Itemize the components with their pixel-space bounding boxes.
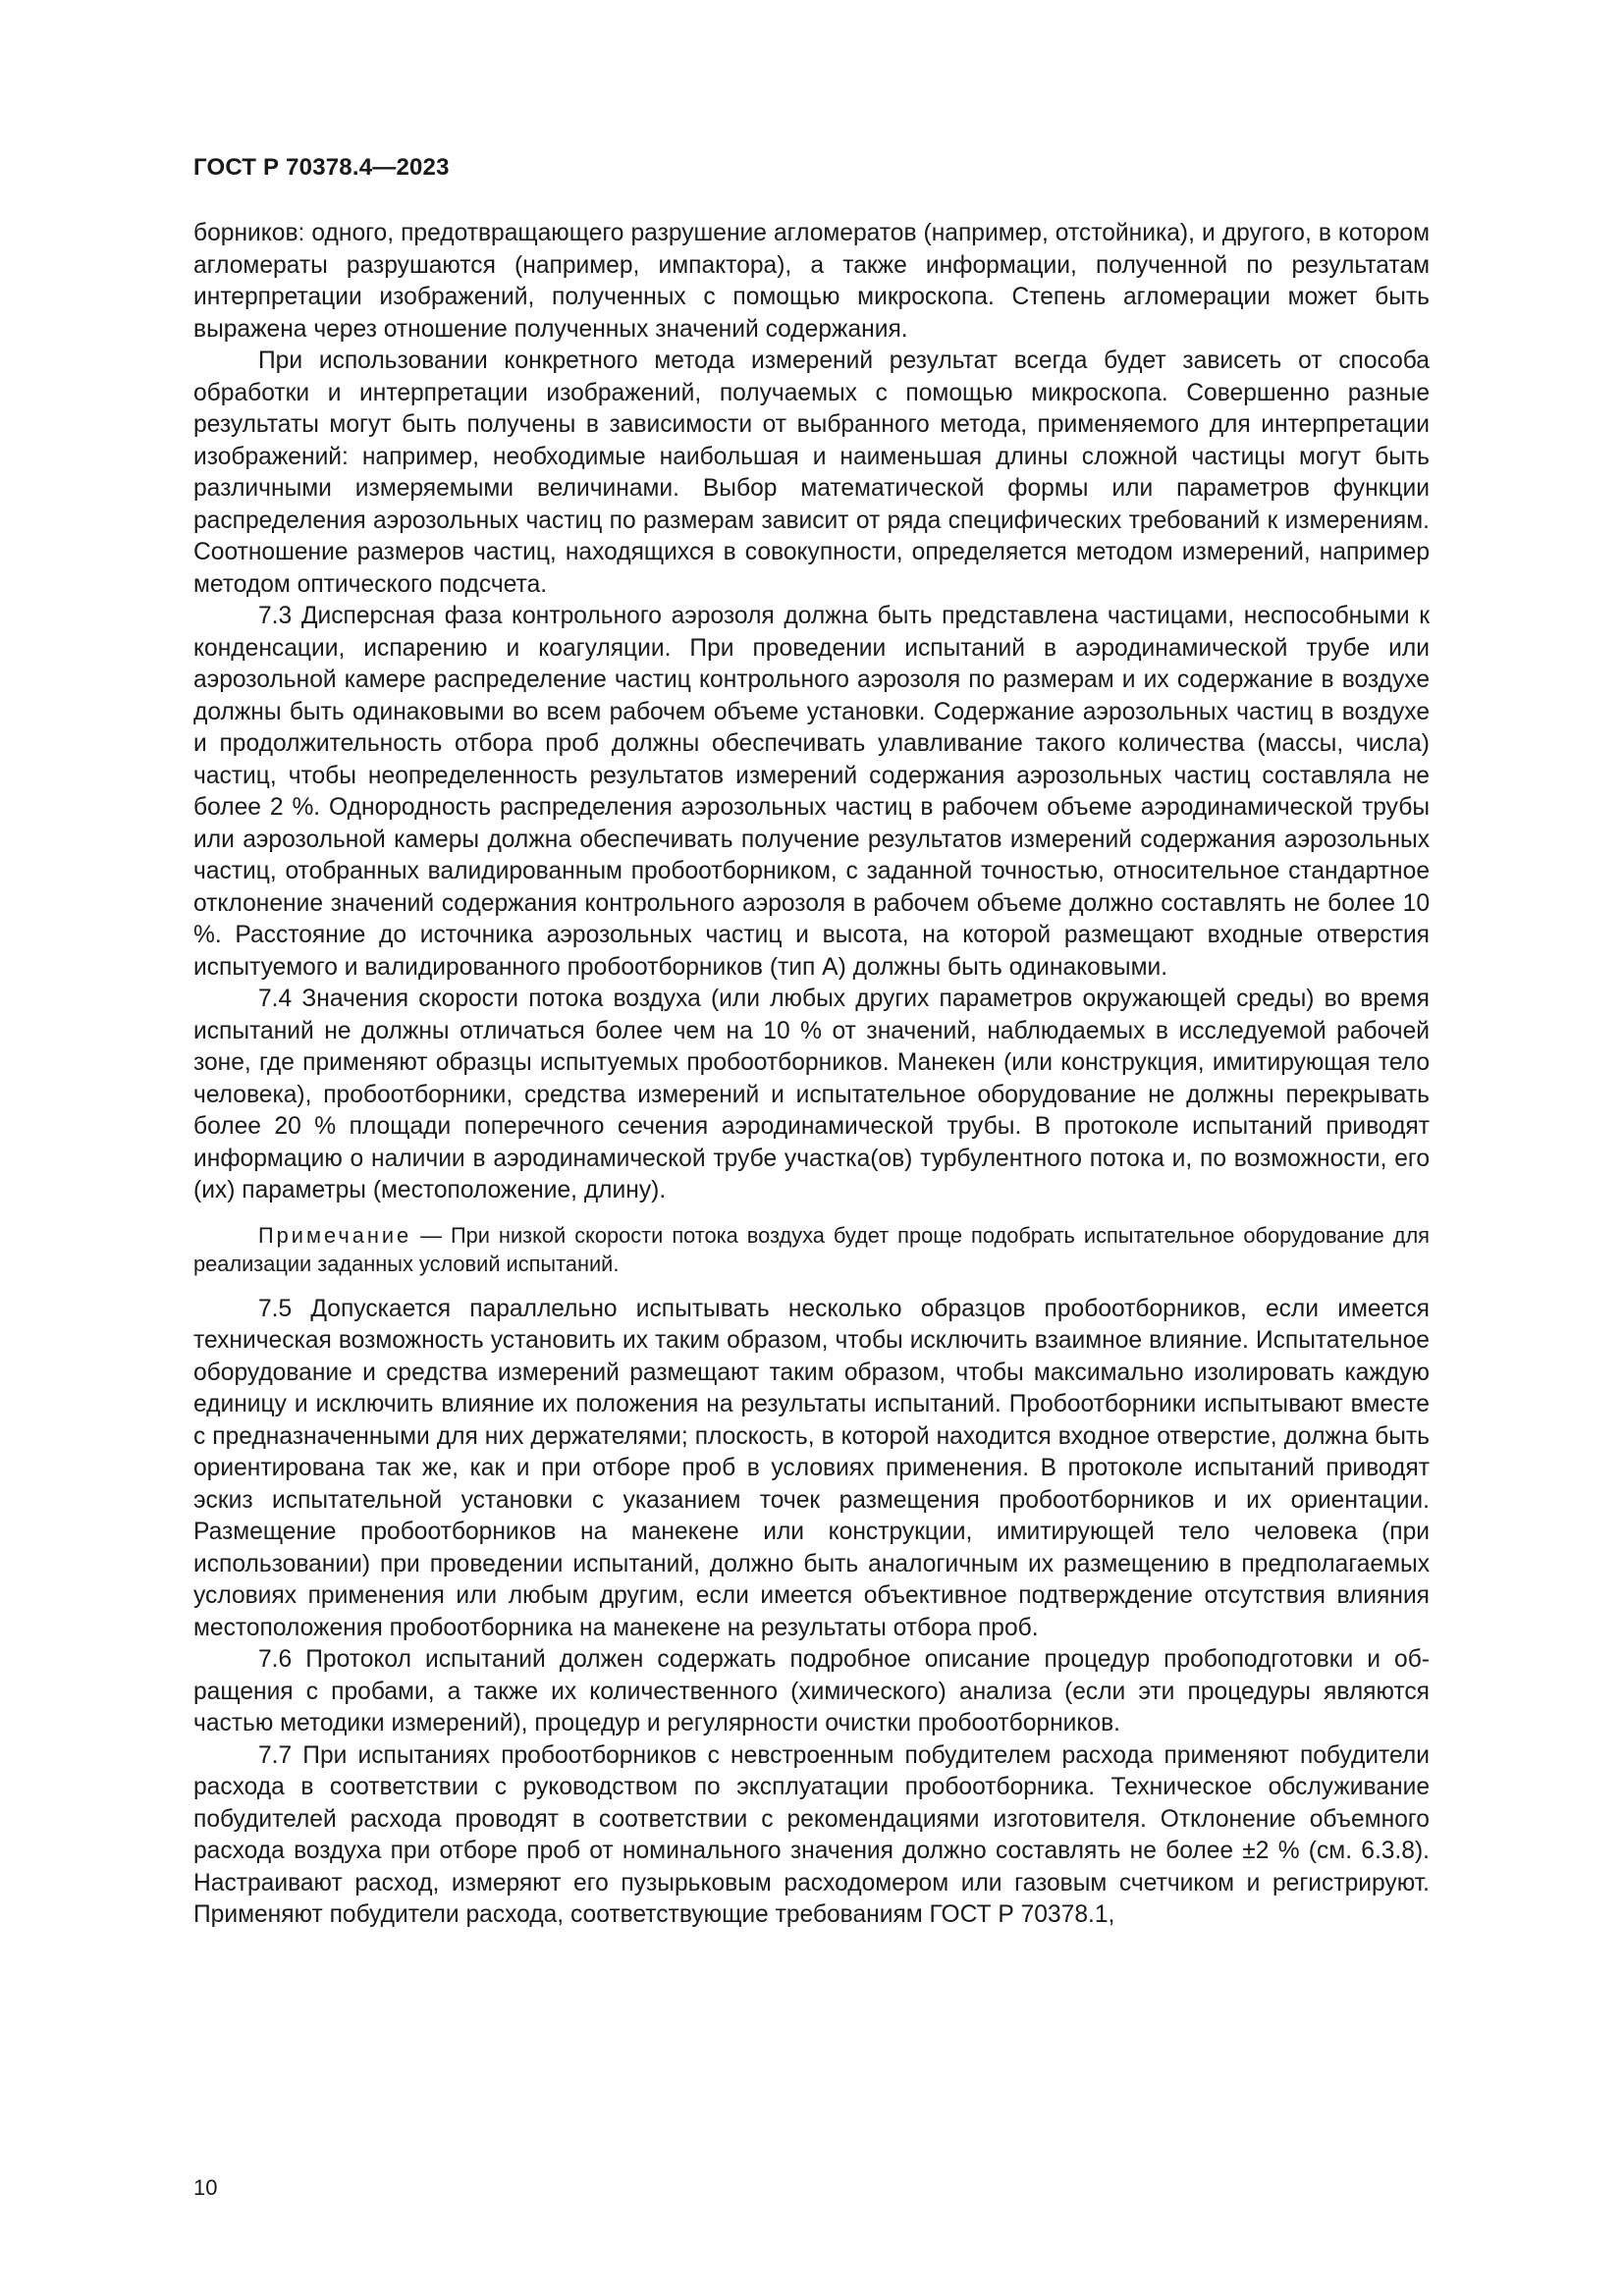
paragraph-7-7: 7.7 При испытаниях пробоотборников с невстроенным побудителем расхода применяют побудители расхода в соответствии с руководством по эксплуатации пробоотборника. Техническое обслуживание побудителей расхода проводят в соответствии с рекомендациями изготовителя. Отклонение объемного расхода воздуха при отборе проб от номинального значения должно составлять не более ±2 % (см. 6.3.8). Настраивают расход, измеряют его пузырьковым расходомером или газовым счетчиком и регистрируют. Применяют побудители расхода, соответствующие требованиям ГОСТ Р 70378.1, <box>193 1741 1430 1928</box>
note-label: Примечание <box>258 1222 412 1248</box>
paragraph-7-6: 7.6 Протокол испытаний должен содержать подробное описание процедур пробоподготовки и обращения с пробами, а также их количественного (химического) анализа (если эти процедуры являются частью методики измерений), процедур и регулярности очистки пробоотборников. <box>193 1646 1430 1736</box>
document-body <box>193 218 1430 1932</box>
paragraph-7-5: 7.5 Допускается параллельно испытывать несколько образцов пробоотборников, если имеется техническая возможность установить их таким образом, чтобы исключить взаимное влияние. Испытательное оборудование и средства измерений размещают таким образом, чтобы максимально изолировать каждую единицу и исключить влияние их положения на результаты испытаний. Пробоотборники испытывают вместе с предназначенными для них держателями; плоскость, в которой находится входное отверстие, должна быть ориентирована так же, как и при отборе проб в условиях применения. В протоколе испытаний приводят эскиз испытательной установки с указанием точек размещения пробоотборников и их ориентации. Размещение пробоотборников на манекене или конструкции, имитирующей тело человека (при использовании) при проведении испытаний, должно быть аналогичным их размещению в предполагаемых условиях применения или любым другим, если имеется объективное подтверждение отсутствия влияния местоположения пробоотборника на манекене на результаты отбора проб. <box>193 1295 1430 1641</box>
note <box>193 1221 1430 1278</box>
paragraph-continued: борников: одного, предотвращающего разрушение агломератов (например, отстойника), и другого, в котором агломераты разрушаются (например, импактора), а также информации, полученной по результатам интерпретации изображений, полученных с помощью микроскопа. Степень агломерации может быть выражена через отношение полученных значений содержания. <box>193 220 1430 343</box>
paragraph-7-4: 7.4 Значения скорости потока воздуха (или любых других параметров окружающей среды) во время испытаний не должны отличаться более чем на 10 % от значений, наблюдаемых в исследуемой рабочей зоне, где применяют образцы испытуемых пробоотборников. Манекен (или конструкция, имитирующая тело человека), пробоотборники, средства измерений и испытательное оборудование не должны перекрывать более 20 % площади поперечного сечения аэродинамической трубы. В протоколе испытаний приводят информацию о наличии в аэродинамической трубе участка(ов) турбулентного потока и, по возможности, его (их) параметры (местоположение, длину). <box>193 986 1430 1203</box>
page-number: 10 <box>193 2175 218 2200</box>
document-header: ГОСТ Р 70378.4—2023 <box>193 154 450 181</box>
note-text: — При низкой скорости потока воздуха будет проще подобрать испытательное оборудование для реализации заданных условий испытаний. <box>193 1222 1430 1276</box>
paragraph-7-3: 7.3 Дисперсная фаза контрольного аэрозоля должна быть представлена частицами, неспособными к конденсации, испарению и коагуляции. При проведении испытаний в аэродинамической трубе или аэрозольной камере распределение частиц контрольного аэрозоля по размерам и их содержание в воздухе должны быть одинаковыми во всем рабочем объеме установки. Содержание аэрозольных частиц в воздухе и продолжительность отбора проб должны обеспечивать улавливание такого количества (массы, числа) частиц, чтобы неопределенность результатов измерений содержания аэрозольных частиц составляла не более 2 %. Однородность распределения аэрозольных частиц в рабочем объеме аэродинамической трубы или аэрозольной камеры должна обеспечивать получение результатов измерений содержания аэрозольных частиц, отобранных валидированным пробоотборником, с заданной точностью, относительное стандартное отклонение значений содержания контрольного аэрозоля в рабочем объеме должно составлять не более 10 %. Расстояние до источника аэрозольных частиц и высота, на которой размещают входные отверстия испытуемого и валидированного пробоотборников (тип А) должны быть одинаковыми. <box>193 603 1430 981</box>
paragraph-measurement-method: При использовании конкретного метода измерений результат всегда будет зависеть от способа обработки и интерпретации изображений, получаемых с помощью микроскопа. Совершенно разные результаты могут быть получены в зависимости от выбранного метода, применяемого для интерпретации изображений: например, необходимые наибольшая и наименьшая длины сложной частицы могут быть различными измеряемыми величинами. Выбор математической формы или параметров функции распределения аэрозольных частиц по размерам зависит от ряда специфических требований к измерениям. Соотношение размеров частиц, находящихся в совокупности, определяется методом измерений, например методом оптического подсчета. <box>193 347 1430 598</box>
